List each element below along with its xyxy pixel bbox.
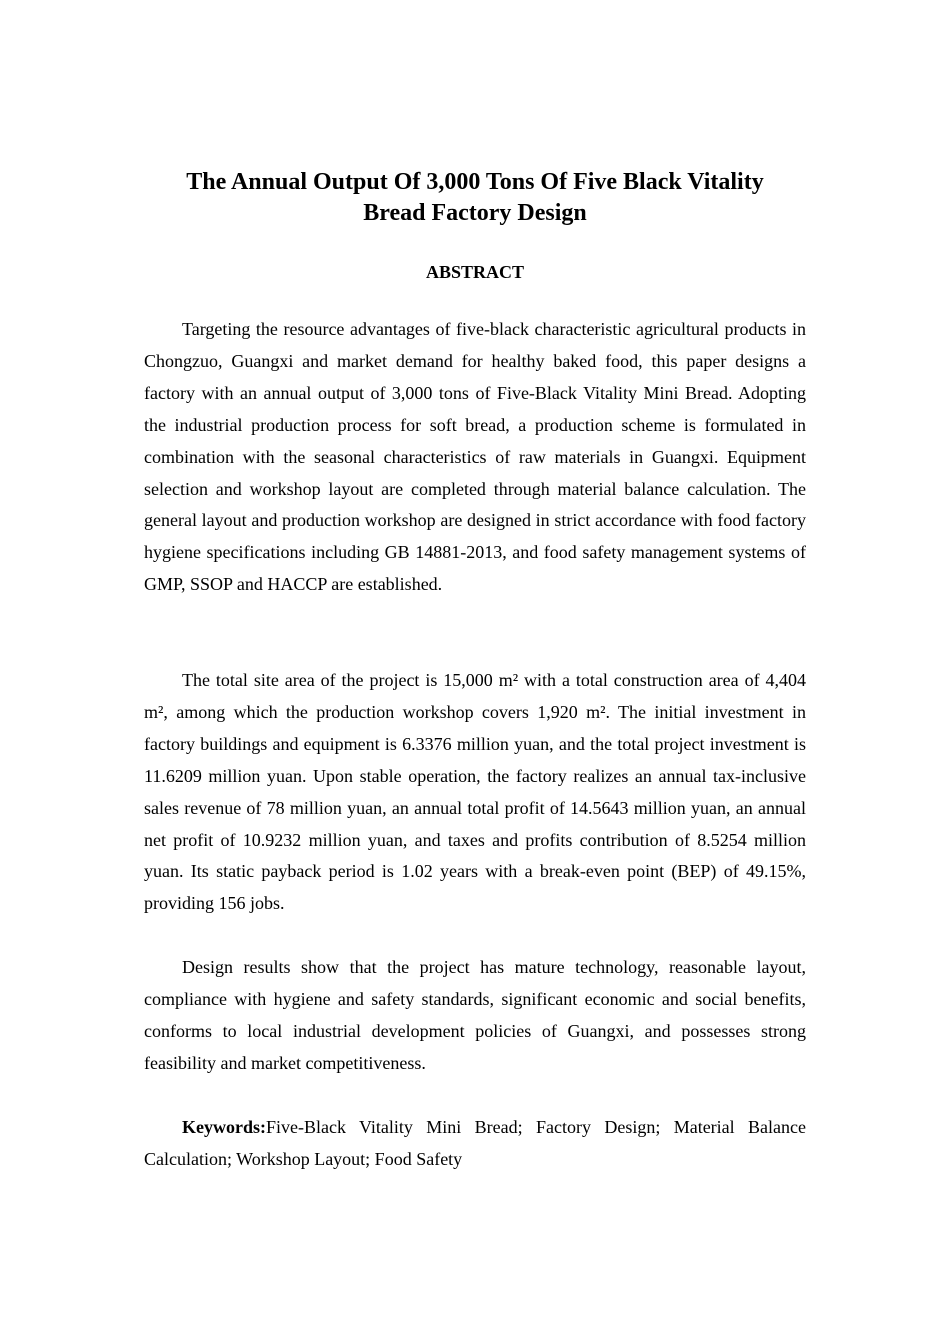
paper-title-line-1: The Annual Output Of 3,000 Tons Of Five Black Vitality <box>186 169 764 195</box>
keywords-text: Five-Black Vitality Mini Bread; Factory Design; Material Balance Calculation; Workshop Layout; Food Safety <box>144 1117 806 1169</box>
keywords-paragraph <box>144 1112 806 1176</box>
abstract-paragraph-3: Design results show that the project has mature technology, reasonable layout, compliance with hygiene and safety standards, significant economic and social benefits, conforms to local industrial development policies of Guangxi, and possesses strong feasibility and market competitiveness. <box>144 957 806 1073</box>
paper-title-line-2: Bread Factory Design <box>363 200 587 226</box>
abstract-paragraph-1: Targeting the resource advantages of five-black characteristic agricultural products in Chongzuo, Guangxi and market demand for healthy baked food, this paper designs a factory with an annual output of 3,000 tons of Five-Black Vitality Mini Bread. Adopting the industrial production process for soft bread, a production scheme is formulated in combination with the seasonal characteristics of raw materials in Guangxi. Equipment selection and workshop layout are completed through material balance calculation. The general layout and production workshop are designed in strict accordance with food factory hygiene specifications including GB 14881-2013, and food safety management systems of GMP, SSOP and HACCP are established. <box>144 319 806 595</box>
abstract-paragraph-2: The total site area of the project is 15,000 m² with a total construction area of 4,404 m², among which the production workshop covers 1,920 m². The initial investment in factory buildings and equipment is 6.3376 million yuan, and the total project investment is 11.6209 million yuan. Upon stable operation, the factory realizes an annual tax-inclusive sales revenue of 78 million yuan, an annual total profit of 14.5643 million yuan, an annual net profit of 10.9232 million yuan, and taxes and profits contribution of 8.5254 million yuan. Its static payback period is 1.02 years with a break-even point (BEP) of 49.15%, providing 156 jobs. <box>144 670 806 914</box>
abstract-heading: ABSTRACT <box>425 262 525 282</box>
paper-title <box>144 167 806 229</box>
keywords-label: Keywords: <box>182 1117 266 1137</box>
